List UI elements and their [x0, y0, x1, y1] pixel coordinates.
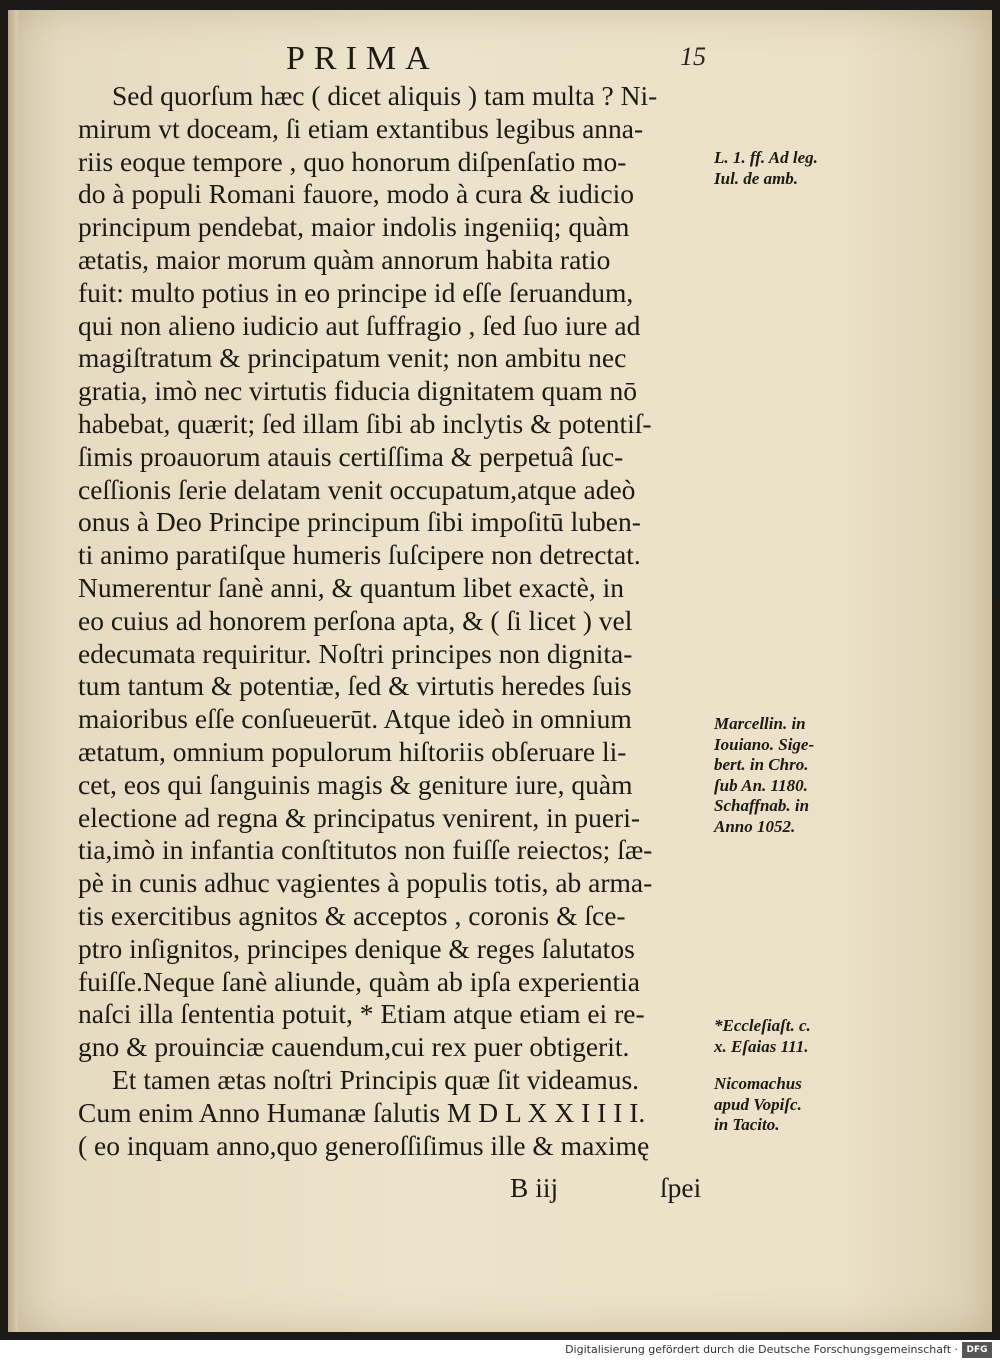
text-line: ſimis proauorum atauis certiſſima & perpetuâ ſuc- — [78, 440, 624, 472]
marginal-note-line: Schaffnab. in — [714, 796, 810, 815]
text-line: riis eoque tempore , quo honorum diſpenſatio mo- — [78, 145, 627, 177]
footer-bar — [0, 1340, 1000, 1361]
text-line: ceſſionis ſerie delatam venit occupatum,atque adeò — [78, 473, 636, 505]
marginal-note-line: Anno 1052. — [714, 816, 796, 836]
marginal-note — [714, 714, 874, 837]
running-head: PRIMA — [286, 40, 439, 77]
text-line: mirum vt doceam, ſi etiam extantibus legibus anna- — [78, 112, 644, 144]
book-page — [8, 10, 992, 1332]
marginal-note-line: apud Vopiſc. — [714, 1094, 802, 1114]
text-line: ti animo paratiſque humeris ſuſcipere non detrectat. — [78, 539, 641, 571]
text-line: do à populi Romani fauore, modo à cura & iudicio — [78, 178, 634, 210]
text-line: tum tantum & potentiæ, ſed & virtutis heredes ſuis — [78, 670, 632, 702]
text-line: onus à Deo Principe principum ſibi impoſitū luben- — [78, 506, 641, 538]
dfg-logo: DFG — [962, 1342, 992, 1358]
text-line: Cum enim Anno Humanæ ſalutis M D L X X I I I I. — [78, 1096, 646, 1128]
text-line: edecumata requiritur. Noſtri principes non dignita- — [78, 637, 633, 669]
text-line: ( eo inquam anno,quo generoſſiſimus ille & maximę — [78, 1129, 650, 1161]
text-line: pè in cunis adhuc vagientes à populis totis, ab arma- — [78, 867, 653, 899]
text-line: ætatum, omnium populorum hiſtoriis obſeruare li- — [78, 735, 627, 767]
text-line: Et tamen ætas noſtri Principis quæ ſit videamus. — [112, 1063, 640, 1095]
marginal-note — [714, 148, 874, 189]
text-line: tis exercitibus agnitos & acceptos , coronis & ſce- — [78, 899, 626, 931]
text-line: principum pendebat, maior indolis ingeniiq; quàm — [78, 211, 630, 243]
marginal-note-line: Nicomachus — [714, 1074, 802, 1093]
marginal-note-line: ſub An. 1180. — [714, 775, 808, 795]
marginal-note-line: *Eccleſiaſt. c. — [714, 1016, 811, 1035]
marginal-note — [714, 1074, 874, 1136]
text-line: naſci illa ſententia potuit, * Etiam atque etiam ei re- — [78, 998, 645, 1030]
marginal-note-line: Iouiano. Sige- — [714, 734, 815, 754]
page-gutter — [8, 10, 18, 1332]
text-line: gno & prouinciæ cauendum,cui rex puer obtigerit. — [78, 1031, 630, 1063]
page-header — [8, 32, 992, 82]
text-line: fuit: multo potius in eo principe id eſſe ſeruandum, — [78, 276, 634, 308]
text-line: electione ad regna & principatus venirent, in pueri- — [78, 801, 641, 833]
text-line: tia,imò in infantia conſtitutos non fuiſſe reiectos; ſæ- — [78, 834, 653, 866]
text-line: habebat, quærit; ſed illam ſibi ab inclytis & potentiſ- — [78, 407, 652, 439]
catch-line — [78, 1172, 718, 1206]
text-line: qui non alieno iudicio aut ſuffragio , ſed ſuo iure ad — [78, 309, 641, 341]
text-line: Numerentur ſanè anni, & quantum libet exactè, in — [78, 571, 624, 603]
marginal-note-line: L. 1. ff. Ad leg. — [714, 148, 818, 167]
text-line: eo cuius ad honorem perſona apta, & ( ſi licet ) vel — [78, 604, 633, 636]
text-line: ptro inſignitos, principes denique & reges ſalutatos — [78, 932, 635, 964]
marginal-note-line: Marcellin. in — [714, 714, 806, 733]
text-line: cet, eos qui ſanguinis magis & geniture iure, quàm — [78, 768, 633, 800]
catchword: ſpei — [660, 1172, 702, 1203]
scan-edge-strip — [994, 400, 1000, 600]
text-line: maioribus eſſe conſueuerūt. Atque ideò in omnium — [78, 703, 632, 735]
marginal-note — [714, 1016, 874, 1057]
main-text-block — [78, 80, 718, 1162]
funding-credit: Digitalisierung gefördert durch die Deutsche Forschungsgemeinschaft · — [565, 1343, 958, 1356]
signature-mark: B iij — [510, 1172, 559, 1203]
text-line: fuiſſe.Neque ſanè aliunde, quàm ab ipſa experientia — [78, 965, 640, 997]
marginal-note-line: Iul. de amb. — [714, 168, 799, 188]
folio-number: 15 — [680, 42, 706, 71]
text-line: magiſtratum & principatum venit; non ambitu nec — [78, 342, 627, 374]
marginal-note-line: x. Eſaias 111. — [714, 1036, 809, 1056]
text-line: gratia, imò nec virtutis fiducia dignitatem quam nō — [78, 375, 638, 407]
text-line: ætatis, maior morum quàm annorum habita ratio — [78, 243, 611, 275]
marginal-note-line: in Tacito. — [714, 1115, 780, 1134]
marginal-note-line: bert. in Chro. — [714, 755, 809, 774]
text-line: Sed quorſum hæc ( dicet aliquis ) tam multa ? Ni- — [112, 80, 658, 111]
